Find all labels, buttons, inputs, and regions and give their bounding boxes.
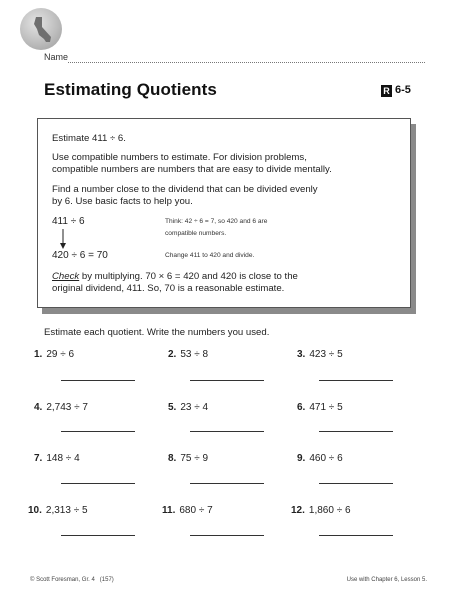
problem-expression: 471 ÷ 5: [309, 402, 343, 413]
problem-expression: 23 ÷ 4: [180, 402, 209, 413]
problem-number: 4.: [34, 402, 43, 413]
example-equation-compatible: 420 ÷ 6 = 70: [52, 250, 108, 261]
problem-12: [291, 505, 351, 516]
check-line1: [52, 271, 298, 283]
check-word: Check: [52, 271, 80, 282]
problem-number: 11.: [162, 505, 176, 516]
problem-4: [34, 402, 88, 413]
problem-number: 3.: [297, 349, 306, 360]
answer-line-2[interactable]: [190, 380, 264, 381]
answer-line-4[interactable]: [61, 431, 135, 432]
problem-number: 5.: [168, 402, 177, 413]
problem-expression: 2,313 ÷ 5: [45, 505, 88, 516]
check-line1-rest: by multiplying. 70 × 6 = 420 and 420 is close to the: [79, 271, 298, 282]
answer-line-10[interactable]: [61, 535, 135, 536]
down-arrow-icon: [58, 229, 68, 251]
problem-expression: 148 ÷ 4: [46, 453, 80, 464]
example-prompt: Estimate 411 ÷ 6.: [52, 133, 126, 144]
problem-expression: 1,860 ÷ 6: [308, 505, 351, 516]
problem-expression: 680 ÷ 7: [179, 505, 213, 516]
lesson-number: 6-5: [395, 84, 411, 96]
problem-number: 7.: [34, 453, 43, 464]
problem-10: [28, 505, 88, 516]
example-equation-original: 411 ÷ 6: [52, 216, 85, 227]
problem-6: [297, 402, 343, 413]
problem-expression: 423 ÷ 5: [309, 349, 343, 360]
example-para2-line2: by 6. Use basic facts to help you.: [52, 196, 193, 207]
problem-number: 8.: [168, 453, 177, 464]
answer-line-7[interactable]: [61, 483, 135, 484]
problem-9: [297, 453, 343, 464]
answer-line-8[interactable]: [190, 483, 264, 484]
problem-number: 2.: [168, 349, 177, 360]
problem-11: [162, 505, 213, 516]
change-note: Change 411 to 420 and divide.: [165, 252, 255, 259]
answer-line-1[interactable]: [61, 380, 135, 381]
california-state-logo-icon: [20, 8, 62, 50]
example-para2-line1: Find a number close to the dividend that can be divided evenly: [52, 184, 318, 195]
problem-expression: 460 ÷ 6: [309, 453, 343, 464]
problem-3: [297, 349, 343, 360]
problem-number: 1.: [34, 349, 43, 360]
problem-7: [34, 453, 80, 464]
problem-2: [168, 349, 208, 360]
problem-expression: 29 ÷ 6: [46, 349, 75, 360]
problem-5: [168, 402, 208, 413]
problem-number: 9.: [297, 453, 306, 464]
answer-line-5[interactable]: [190, 431, 264, 432]
answer-line-6[interactable]: [319, 431, 393, 432]
problem-number: 10.: [28, 505, 42, 516]
footer-lesson-ref: Use with Chapter 6, Lesson 5.: [346, 577, 427, 583]
think-note-line2: compatible numbers.: [165, 230, 227, 237]
problem-expression: 75 ÷ 9: [180, 453, 209, 464]
problem-1: [34, 349, 74, 360]
think-note-line1: Think: 42 ÷ 6 = 7, so 420 and 6 are: [165, 218, 268, 225]
problem-8: [168, 453, 208, 464]
example-para1-line2: compatible numbers are numbers that are easy to divide mentally.: [52, 164, 332, 175]
footer-copyright: © Scott Foresman, Gr. 4 (157): [30, 577, 114, 583]
problem-number: 12.: [291, 505, 305, 516]
answer-line-3[interactable]: [319, 380, 393, 381]
name-field-line[interactable]: [68, 62, 425, 63]
exercise-instruction: Estimate each quotient. Write the numbers you used.: [44, 327, 270, 338]
reteaching-badge: R: [381, 85, 392, 97]
problem-expression: 2,743 ÷ 7: [46, 402, 88, 413]
answer-line-9[interactable]: [319, 483, 393, 484]
page-title: Estimating Quotients: [44, 80, 217, 99]
example-para1-line1: Use compatible numbers to estimate. For division problems,: [52, 152, 307, 163]
problem-number: 6.: [297, 402, 306, 413]
answer-line-11[interactable]: [190, 535, 264, 536]
check-line2: original dividend, 411. So, 70 is a reasonable estimate.: [52, 283, 285, 294]
name-label: Name: [44, 52, 69, 62]
answer-line-12[interactable]: [319, 535, 393, 536]
problem-expression: 53 ÷ 8: [180, 349, 209, 360]
